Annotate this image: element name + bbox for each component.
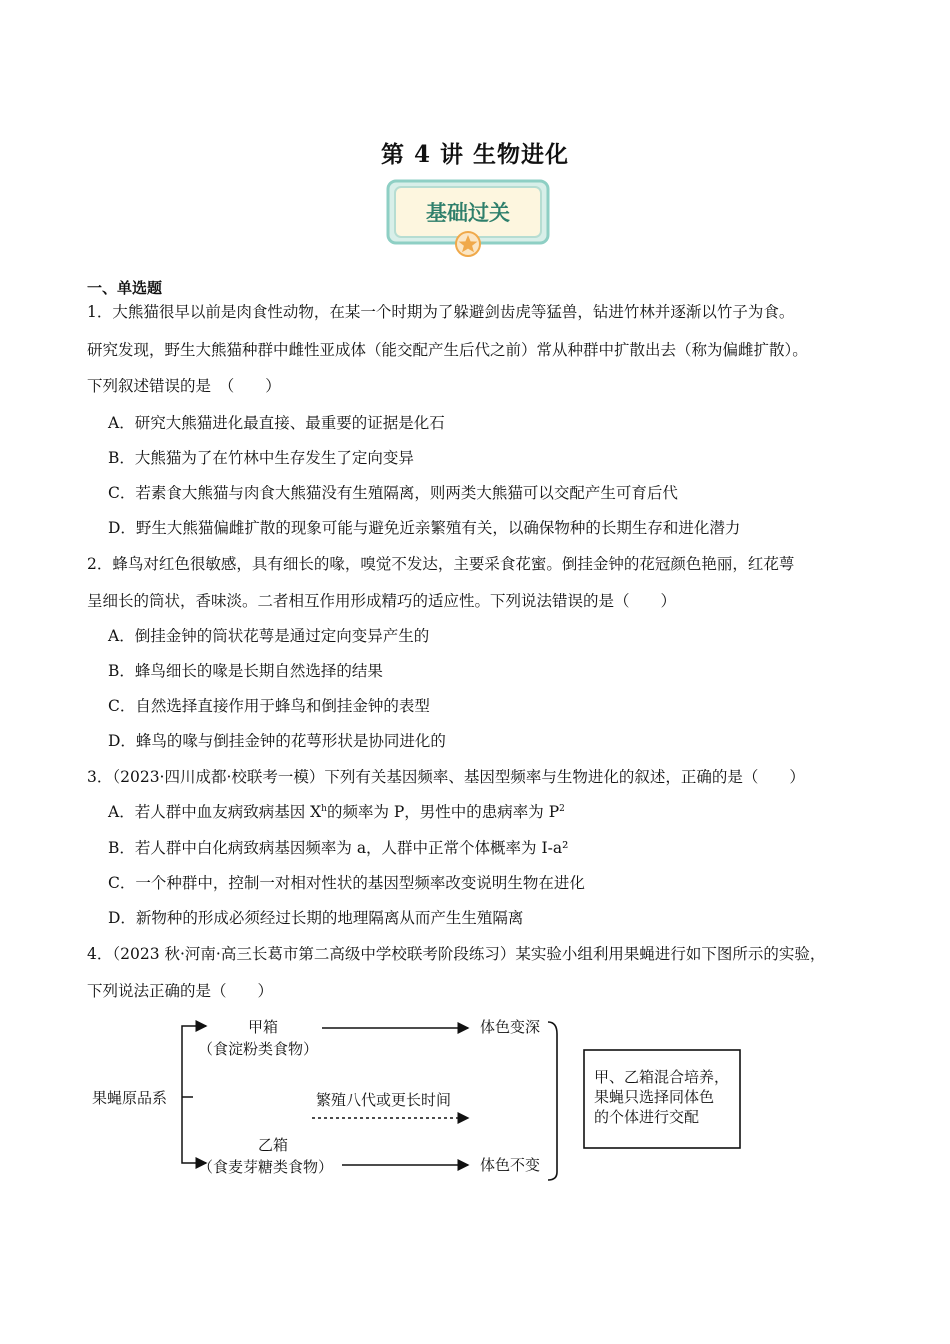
conclusion-line-1: 甲、乙箱混合培养， [594,1068,730,1086]
question-2-option-a: A．倒挂金钟的筒状花萼是通过定向变异产生的 [108,627,430,645]
experiment-diagram [90,1012,750,1184]
origin-label: 果蝇原品系 [92,1089,168,1107]
question-3-option-a: A．若人群中血友病致病基因 $X^h$的频率为 P，男性中的患病率为 $P^2$ [108,803,565,821]
conclusion-line-3: 的个体进行交配 [594,1108,700,1126]
box-a-food: （食淀粉类食物） [198,1040,319,1058]
result-b: 体色不变 [480,1156,541,1174]
conclusion-line-2: 果蝇只选择同体色 [594,1088,715,1106]
question-4-line-1: 4．（2023 秋·河南·高三长葛市第二高级中学校联考阶段练习）某实验小组利用果蝇进行如下图所示的实验， [87,945,826,963]
question-2-option-c: C．自然选择直接作用于蜂鸟和倒挂金钟的表型 [108,697,430,715]
basic-level-badge [385,178,551,258]
right-brace [548,1022,557,1180]
question-3-option-d: D．新物种的形成必须经过长期的地理隔离从而产生生殖隔离 [108,909,524,927]
question-2-option-b: B．蜂鸟细长的喙是长期自然选择的结果 [108,662,383,680]
star-icon [456,232,480,256]
badge-label: 基础过关 [426,201,510,225]
box-a-label: 甲箱 [248,1018,279,1036]
section-heading: 一、单选题 [87,279,163,297]
box-b-food: （食麦芽糖类食物） [198,1158,334,1176]
box-b-label: 乙箱 [258,1136,289,1154]
question-3-line-1: 3．（2023·四川成都·校联考一模）下列有关基因频率、基因型频率与生物进化的叙述，正确的是（ ） [87,768,805,786]
question-1-option-b: B．大熊猫为了在竹林中生存发生了定向变异 [108,449,414,467]
question-1-option-d: D．野生大熊猫偏雌扩散的现象可能与避免近亲繁殖有关，以确保物种的长期生存和进化潜力 [108,519,741,537]
question-1-option-c: C．若素食大熊猫与肉食大熊猫没有生殖隔离，则两类大熊猫可以交配产生可育后代 [108,484,678,502]
question-2-line-1: 2．蜂鸟对红色很敏感，具有细长的喙，嗅觉不发达，主要采食花蜜。倒挂金钟的花冠颜色艳丽，红花萼 [87,555,795,573]
question-1-option-a: A．研究大熊猫进化最直接、最重要的证据是化石 [108,414,445,432]
question-1-line-2: 研究发现，野生大熊猫种群中雌性亚成体（能交配产生后代之前）常从种群中扩散出去（称为偏雌扩散）。 [87,341,808,359]
question-2-line-2: 呈细长的筒状，香味淡。二者相互作用形成精巧的适应性。下列说法错误的是（ ） [87,592,677,610]
question-1-line-1: 1．大熊猫很早以前是肉食性动物，在某一个时期为了躲避剑齿虎等猛兽，钻进竹林并逐渐以竹子为食。 [87,303,795,321]
question-1-line-3: 下列叙述错误的是 （ ） [87,377,281,395]
page-title: 第 4 讲 生物进化 [380,141,570,168]
question-2-option-d: D．蜂鸟的喙与倒挂金钟的花萼形状是协同进化的 [108,732,446,750]
question-4-line-2: 下列说法正确的是（ ） [87,982,274,1000]
result-a: 体色变深 [480,1018,541,1036]
middle-label: 繁殖八代或更长时间 [316,1091,452,1109]
question-3-option-b: B．若人群中白化病致病基因频率为 a，人群中正常个体概率为 I-a² [108,839,569,857]
question-3-option-c: C．一个种群中，控制一对相对性状的基因型频率改变说明生物在进化 [108,874,585,892]
